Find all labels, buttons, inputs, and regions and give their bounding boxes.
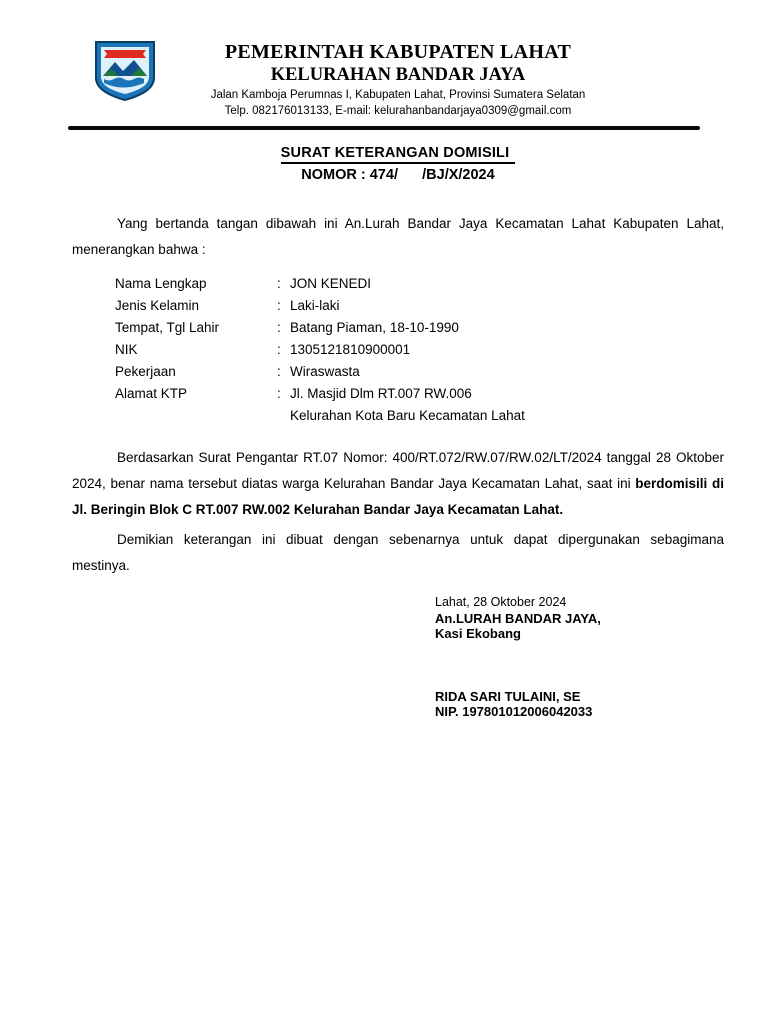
field-label: Tempat, Tgl Lahir: [115, 320, 220, 335]
domicile-paragraph-bold: berdomisili di Jl. Beringin Blok C RT.007 RW.002 Kelurahan Bandar Jaya Kecamatan Lahat.: [72, 476, 724, 517]
field-label: Nama Lengkap: [115, 276, 207, 291]
field-label: NIK: [115, 342, 138, 357]
field-value: Laki-laki: [290, 298, 340, 313]
field-label: Jenis Kelamin: [115, 298, 200, 313]
domicile-paragraph: [72, 445, 724, 523]
field-value-continuation: Kelurahan Kota Baru Kecamatan Lahat: [290, 408, 525, 423]
field-value: 1305121810900001: [290, 342, 411, 357]
field-row-alamat-ktp: [115, 383, 724, 405]
field-row-tempat-tgl-lahir: [115, 317, 724, 339]
field-row-nama: [115, 273, 724, 295]
field-colon: :: [277, 386, 281, 401]
document-title: SURAT KETERANGAN DOMISILI: [281, 145, 516, 164]
field-value: Jl. Masjid Dlm RT.007 RW.006: [290, 386, 472, 401]
intro-paragraph: Yang bertanda tangan dibawah ini An.Lurah Bandar Jaya Kecamatan Lahat Kabupaten Lahat, menerangkan bahwa :: [72, 216, 724, 257]
field-colon: :: [277, 342, 281, 357]
office-address: Jalan Kamboja Perumnas I, Kabupaten Lahat, Provinsi Sumatera Selatan: [210, 89, 586, 101]
field-colon: :: [277, 298, 281, 313]
signature-position: Kasi Ekobang: [435, 626, 521, 641]
signature-on-behalf: An.LURAH BANDAR JAYA,: [435, 610, 601, 626]
field-label: Alamat KTP: [115, 386, 188, 401]
office-name: KELURAHAN BANDAR JAYA: [270, 65, 526, 85]
document-number: NOMOR : 474/ /BJ/X/2024: [301, 167, 495, 183]
field-value: Wiraswasta: [290, 364, 360, 379]
field-colon: :: [277, 364, 281, 379]
field-row-jenis-kelamin: [115, 295, 724, 317]
letterhead-divider: [68, 126, 700, 130]
signatory-nip: NIP. 197801012006042033: [435, 704, 593, 719]
field-label: Pekerjaan: [115, 364, 176, 379]
closing-paragraph: Demikian keterangan ini dibuat dengan sebenarnya untuk dapat dipergunakan sebagimana mestinya.: [72, 532, 724, 573]
field-value: JON KENEDI: [290, 276, 372, 291]
government-name: PEMERINTAH KABUPATEN LAHAT: [224, 41, 572, 63]
field-row-nik: [115, 339, 724, 361]
lahat-regency-emblem-logo: [92, 40, 158, 102]
field-colon: :: [277, 276, 281, 291]
domicile-paragraph-normal: Berdasarkan Surat Pengantar RT.07 Nomor: 400/RT.072/RW.07/RW.02/LT/2024 tanggal 28 Oktober 2024, benar nama tersebut diatas warga Kelurahan Bandar Jaya Kecamatan Lahat, saat ini: [72, 450, 724, 491]
office-contact: Telp. 082176013133, E-mail: kelurahanbandarjaya0309@gmail.com: [224, 105, 572, 117]
letterhead: [72, 40, 724, 118]
signature-place-date: Lahat, 28 Oktober 2024: [435, 595, 567, 609]
field-row-pekerjaan: [115, 361, 724, 383]
field-value: Batang Piaman, 18-10-1990: [290, 320, 459, 335]
signatory-name: RIDA SARI TULAINI, SE: [435, 688, 581, 704]
field-colon: :: [277, 320, 281, 335]
signature-block: [435, 595, 724, 720]
signature-space: [435, 642, 724, 689]
title-block: [72, 144, 724, 183]
data-fields: [115, 273, 724, 427]
letterhead-text: [72, 40, 724, 118]
